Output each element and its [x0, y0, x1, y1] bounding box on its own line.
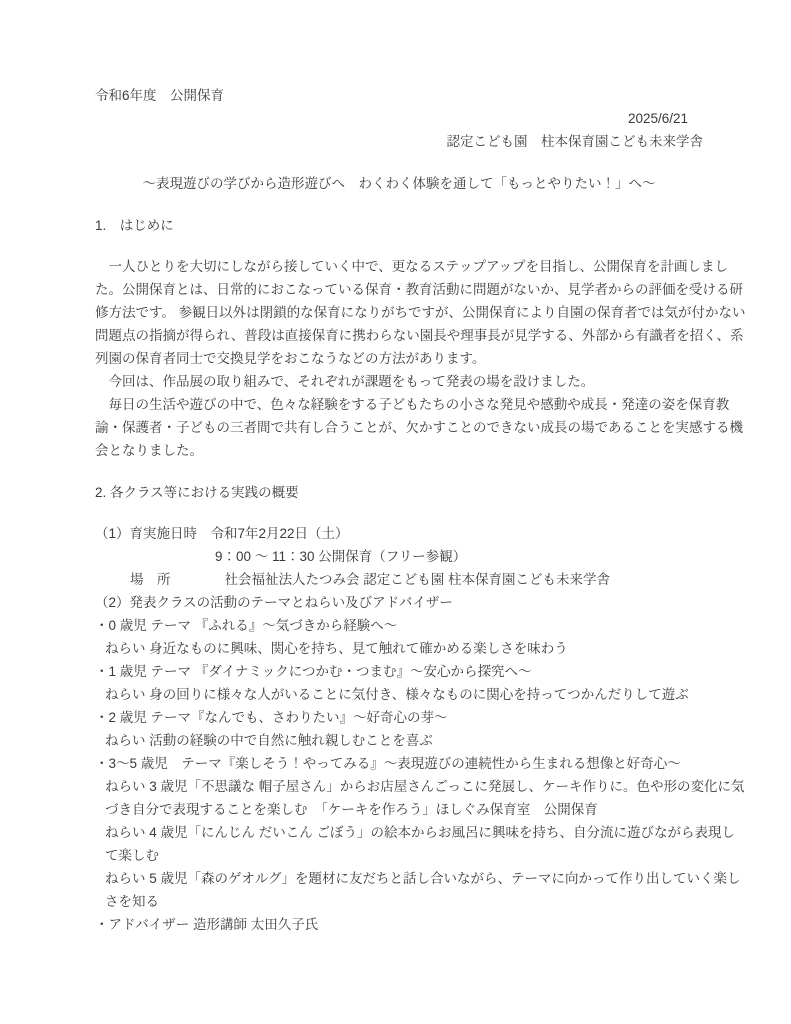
list-line: 9：00 ～ 11：30 公開保育（フリー参観） [215, 549, 467, 564]
list-line: （1）育実施日時 令和7年2月22日（土） [95, 526, 349, 541]
paragraph-line: 今回は、作品展の取り組みで、それぞれが課題をもって発表の場を設けました。 [95, 374, 595, 389]
fiscal-year-line: 令和6年度 公開保育 [95, 88, 225, 103]
document-title: ～表現遊びの学びから造形遊びへ わくわく体験を通して「もっとやりたい！」へ～ [142, 176, 656, 191]
list-line: ねらい 4 歳児「にんじん だいこん ごぼう」の絵本からお風呂に興味を持ち、自分流に遊びながら表現し [105, 825, 736, 840]
list-line: さを知る [105, 894, 159, 909]
list-line: ねらい 5 歳児「森のゲオルグ」を題材に友だちと話し合いながら、テーマに向かって作り出していく楽し [105, 871, 741, 886]
list-line: 場 所 社会福祉法人たつみ会 認定こども園 柱本保育園こども未来学舎 [130, 572, 611, 587]
section-2-lines [95, 522, 745, 936]
list-line: ・アドバイザー 造形講師 太田久子氏 [95, 917, 319, 932]
list-line: ねらい 身の回りに様々な人がいることに気付き、様々なものに関心を持ってつかんだりして遊ぶ [105, 687, 689, 702]
paragraph-line: た。公開保育とは、日常的におこなっている保育・教育活動に問題がないか、見学者からの評価を受ける研 [95, 282, 743, 297]
document-header [95, 84, 703, 153]
list-line: ・0 歳児 テーマ 『ふれる』～気づきから経験へ～ [95, 618, 398, 633]
paragraph-line: 問題点の指摘が得られ、普段は直接保育に携わらない園長や理事長が見学する、外部から有識者を招く、系 [95, 328, 744, 343]
list-line: ねらい 3 歳児「不思議な 帽子屋さん」からお店屋さんごっこに発展し、ケーキ作りに。色や形の変化に気 [105, 779, 745, 794]
paragraph-line: 会となりました。 [95, 443, 203, 458]
section-1-paragraphs [95, 255, 746, 462]
paragraph-line: 修方法です。 参観日以外は閉鎖的な保育になりがちですが、公開保育により自園の保育者では気が付かない [95, 305, 746, 320]
paragraph-line: 諭・保護者・子どもの三者間で共有し合うことが、欠かすことのできない成長の場であることを実感する機 [95, 420, 743, 435]
list-line: ・1 歳児 テーマ 『ダイナミックにつかむ・つまむ』～安心から探究へ～ [95, 664, 532, 679]
date-line: 2025/6/21 [627, 111, 688, 126]
list-line: ・3～5 歳児 テーマ『楽しそう！やってみる』～表現遊びの連続性から生まれる想像と好奇心～ [95, 756, 681, 771]
list-line: （2）発表クラスの活動のテーマとねらい及びアドバイザー [95, 595, 453, 610]
section-2-heading: 2. 各クラス等における実践の概要 [95, 485, 299, 500]
paragraph-line: 毎日の生活や遊びの中で、色々な経験をする子どもたちの小さな発見や感動や成長・発達の姿を保育教 [95, 397, 730, 412]
list-line: ・2 歳児 テーマ『なんでも、さわりたい』～好奇心の芽～ [95, 710, 448, 725]
list-line: ねらい 活動の経験の中で自然に触れ親しむことを喜ぶ [105, 733, 433, 748]
organization-line: 認定こども園 柱本保育園こども未来学舎 [446, 134, 703, 149]
paragraph-line: 一人ひとりを大切にしながら接していく中で、更なるステップアップを目指し、公開保育を計画しまし [95, 259, 729, 274]
list-line: て楽しむ [105, 848, 159, 863]
section-1-heading: 1. はじめに [95, 218, 174, 233]
list-line: づき自分で表現することを楽しむ 「ケーキを作ろう」ほしぐみ保育室 公開保育 [105, 802, 598, 817]
list-line: ねらい 身近なものに興味、関心を持ち、見て触れて確かめる楽しさを味わう [105, 641, 568, 656]
paragraph-line: 列園の保育者同士で交換見学をおこなうなどの方法があります。 [95, 351, 486, 366]
